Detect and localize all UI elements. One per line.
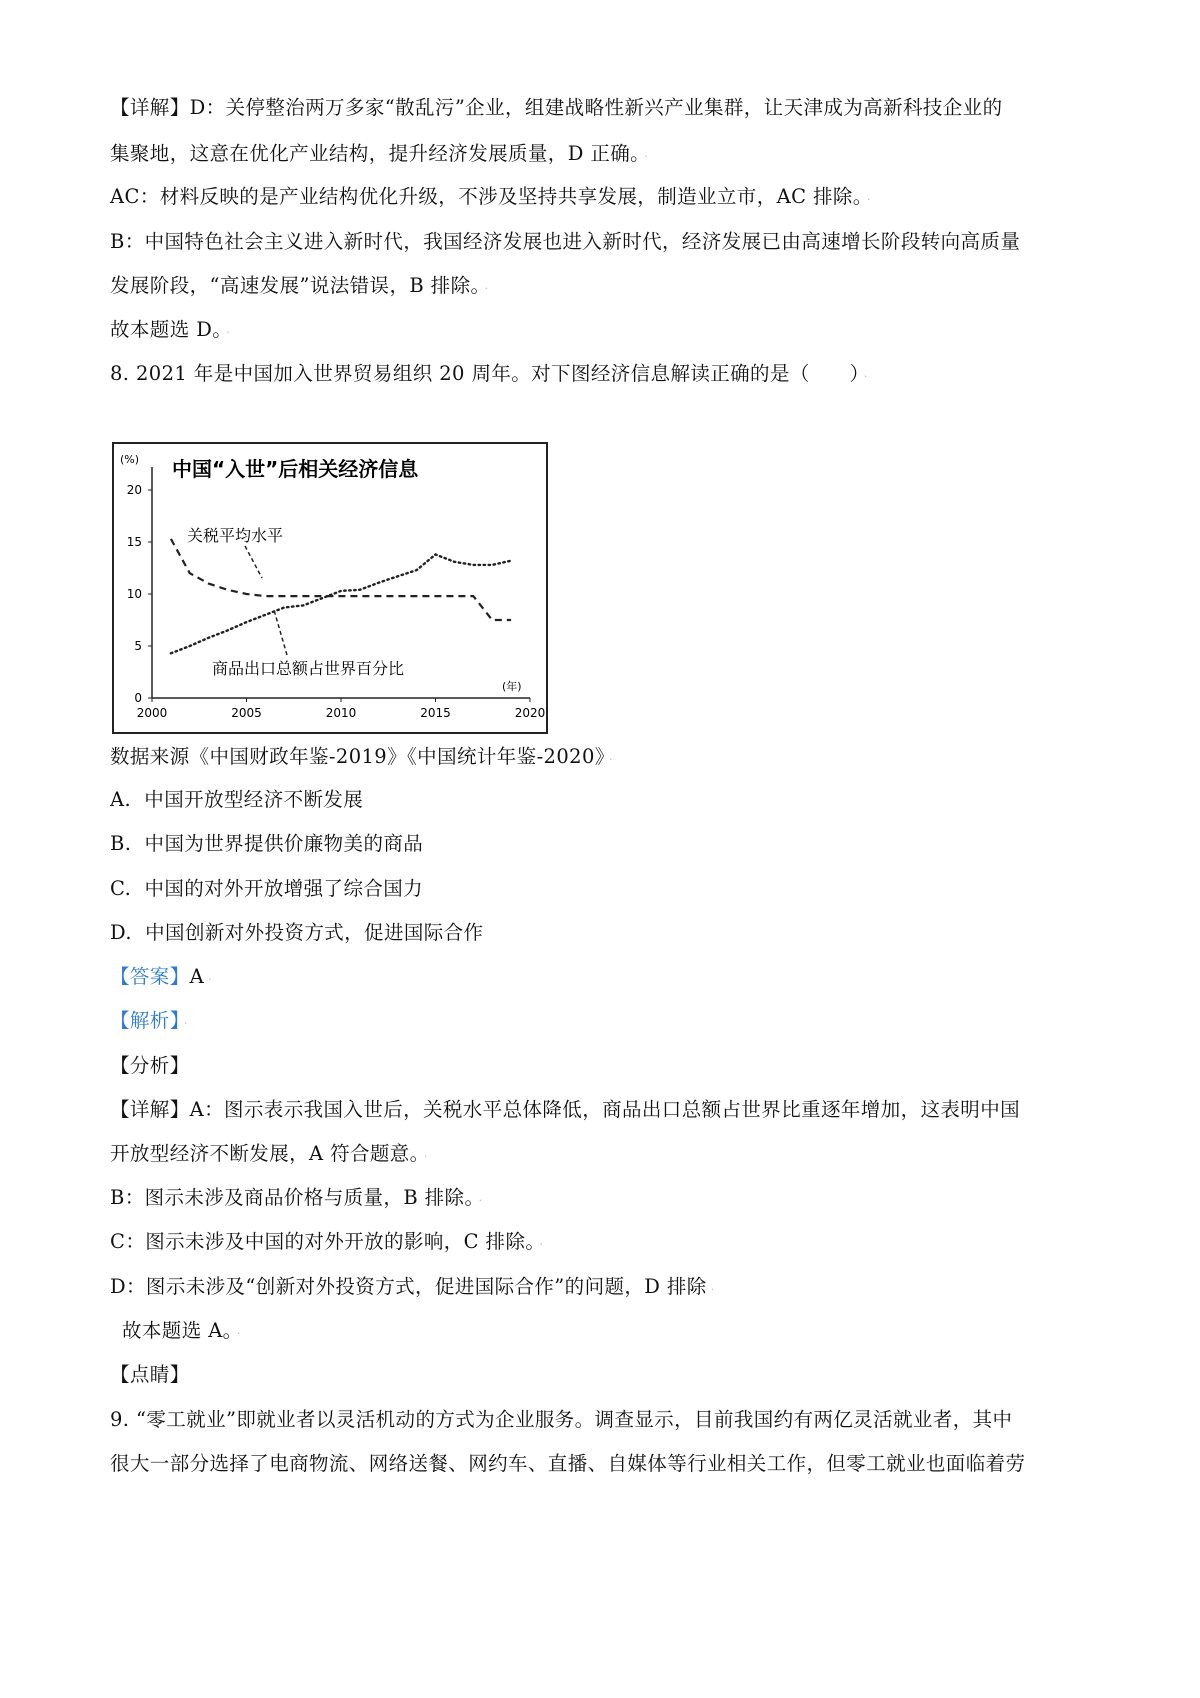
option-b[interactable] — [110, 831, 1110, 857]
line-text: 开放型经济不断发展，A 符合题意。 — [110, 1142, 420, 1165]
detail-line-4 — [110, 1229, 1110, 1258]
x-tick-label: 2000 — [136, 706, 168, 720]
conclusion-line — [122, 1318, 1122, 1347]
answer-value: A — [189, 965, 205, 988]
text-line-6 — [110, 317, 1110, 346]
answer-label: 【答案】 — [110, 965, 190, 988]
text-line-1 — [110, 95, 1110, 121]
text-line-5 — [110, 273, 1110, 302]
paragraph-mark: · — [484, 282, 489, 295]
text-line-3 — [110, 184, 1110, 213]
question-8-stem — [110, 361, 1110, 390]
detail-line-1 — [110, 1097, 1110, 1123]
paragraph-mark: · — [236, 1327, 241, 1340]
y-unit-label: (%) — [120, 453, 140, 466]
line-text: B：图示未涉及商品价格与质量，B 排除。 — [110, 1186, 475, 1209]
line-text: 8. 2021 年是中国加入世界贸易组织 20 周年。对下图经济信息解读正确的是（ ） — [110, 362, 860, 385]
y-tick-label: 0 — [134, 691, 142, 705]
paragraph-mark: · — [608, 753, 613, 766]
option-letter: B. — [110, 832, 132, 855]
x-tick-label: 2020 — [514, 706, 546, 720]
y-tick-label: 5 — [134, 639, 142, 653]
fenxi-line — [110, 1053, 1110, 1079]
line-text: D：图示未涉及“创新对外投资方式，促进国际合作”的问题，D 排除 — [110, 1275, 707, 1298]
line-text: 发展阶段，“高速发展”说法错误，B 排除。 — [110, 274, 481, 297]
x-unit-label: (年) — [502, 680, 522, 693]
x-tick-label: 2005 — [231, 706, 262, 720]
line-text: 故本题选 A。 — [122, 1319, 233, 1342]
dianjing-line — [110, 1362, 1110, 1388]
line-text: C：图示未涉及中国的对外开放的影响，C 排除。 — [110, 1230, 536, 1253]
line-text: D：关停整治两万多家“散乱污”企业，组建战略性新兴产业集群，让天津成为高新科技企业的 — [189, 96, 1003, 119]
question-9-line-1 — [110, 1407, 1110, 1433]
x-tick-label: 2010 — [325, 706, 357, 720]
option-letter: D. — [110, 921, 132, 944]
answer-line — [110, 964, 1110, 993]
source-note — [110, 744, 1110, 773]
paragraph-mark: · — [183, 1017, 188, 1030]
option-d[interactable] — [110, 920, 1110, 946]
paragraph-mark: · — [478, 1194, 483, 1207]
option-a[interactable] — [110, 787, 1110, 813]
line-text: AC：材料反映的是产业结构优化升级，不涉及坚持共享发展，制造业立市，AC 排除。 — [110, 185, 863, 208]
paragraph-mark: · — [644, 150, 649, 163]
analysis-label: 【解析】 — [110, 1009, 180, 1032]
label-xiangjie: 【详解】 — [110, 96, 190, 119]
paragraph-mark: · — [226, 326, 231, 339]
detail-line-2 — [110, 1141, 1110, 1170]
option-c[interactable] — [110, 876, 1110, 902]
source-note-text: 数据来源《中国财政年鉴-2019》《中国统计年鉴-2020》 — [110, 745, 605, 768]
detail-line-5 — [110, 1274, 1110, 1303]
text-line-2 — [110, 141, 1110, 170]
line-text: 故本题选 D。 — [110, 318, 223, 341]
legend-export-share: 商品出口总额占世界百分比 — [212, 659, 405, 678]
y-tick-label: 10 — [126, 587, 142, 601]
legend-tariff: 关税平均水平 — [187, 526, 284, 545]
y-tick-label: 15 — [126, 535, 142, 549]
paragraph-mark: · — [710, 1283, 715, 1296]
chart-title: 中国“入世”后相关经济信息 — [172, 457, 419, 481]
text-line-4 — [110, 229, 1110, 255]
line-text: A：图示表示我国入世后，关税水平总体降低，商品出口总额占世界比重逐年增加，这表明中国 — [189, 1098, 1020, 1121]
option-letter: A. — [110, 788, 132, 811]
economic-info-chart — [112, 442, 548, 734]
option-text: 中国为世界提供价廉物美的商品 — [144, 832, 424, 855]
chart-svg — [112, 442, 548, 734]
line-text: 很大一部分选择了电商物流、网络送餐、网约车、直播、自媒体等行业相关工作，但零工就业也面临着劳 — [110, 1452, 1026, 1475]
dianjing-label: 【点睛】 — [110, 1363, 190, 1386]
line-text: 集聚地，这意在优化产业结构，提升经济发展质量，D 正确。 — [110, 142, 641, 165]
paragraph-mark: · — [423, 1150, 428, 1163]
y-tick-label: 20 — [126, 483, 142, 497]
option-text: 中国的对外开放增强了综合国力 — [144, 877, 424, 900]
option-letter: C. — [110, 877, 132, 900]
label-xiangjie: 【详解】 — [110, 1098, 190, 1121]
paragraph-mark: · — [863, 370, 868, 383]
line-text: 9. “零工就业”即就业者以灵活机动的方式为企业服务。调查显示，目前我国约有两亿灵活就业者，其中 — [110, 1408, 1013, 1431]
fenxi-label: 【分析】 — [110, 1054, 190, 1077]
line-text: B：中国特色社会主义进入新时代，我国经济发展也进入新时代，经济发展已由高速增长阶段转向高质量 — [110, 230, 1021, 253]
chart-frame — [113, 443, 547, 733]
paragraph-mark: · — [539, 1238, 544, 1251]
paragraph-mark: · — [866, 193, 871, 206]
option-text: 中国创新对外投资方式，促进国际合作 — [145, 921, 484, 944]
paragraph-mark: · — [208, 973, 212, 986]
analysis-line — [110, 1008, 1110, 1037]
detail-line-3 — [110, 1185, 1110, 1214]
option-text: 中国开放型经济不断发展 — [144, 788, 364, 811]
x-tick-label: 2015 — [420, 706, 451, 720]
question-9-line-2 — [110, 1451, 1110, 1477]
